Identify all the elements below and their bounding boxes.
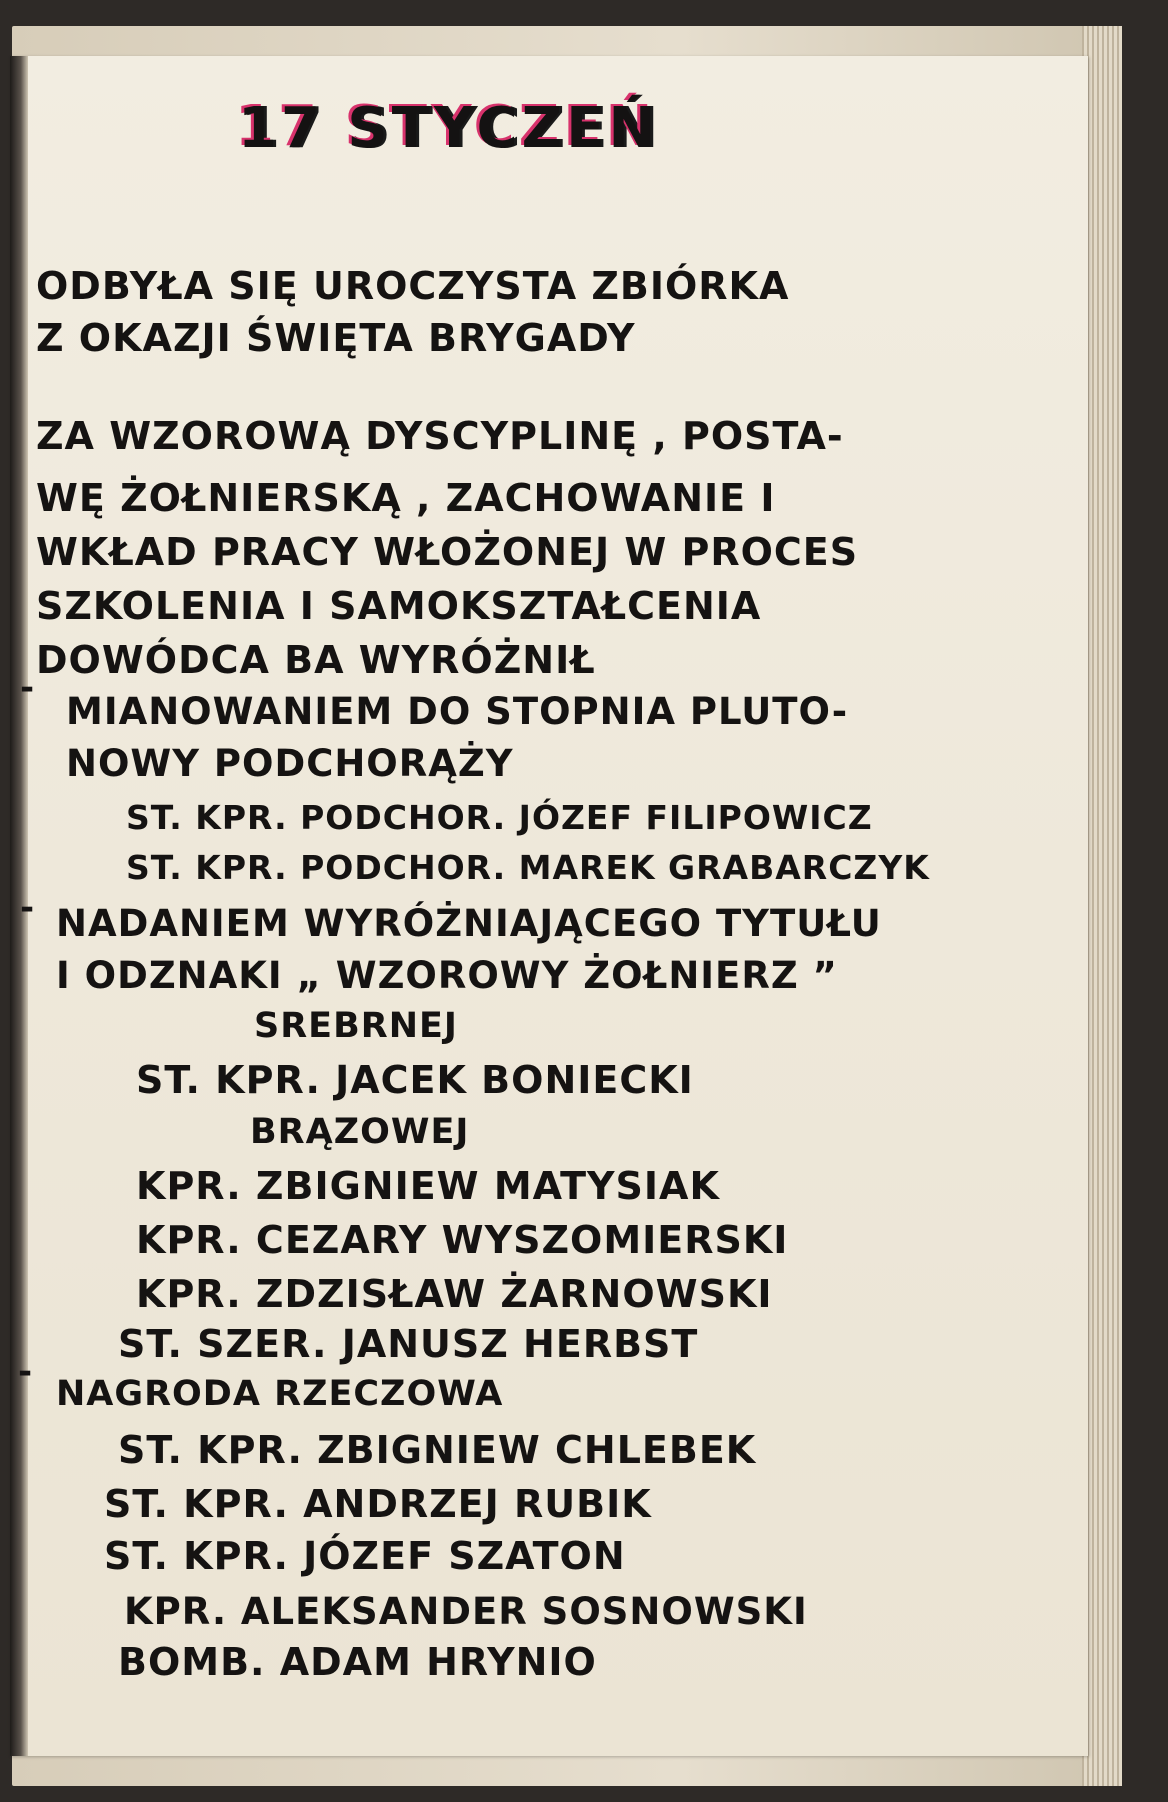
list-dash: -	[20, 888, 35, 928]
text-line: NADANIEM WYRÓŻNIAJĄCEGO TYTUŁU	[56, 902, 882, 945]
text-line: MIANOWANIEM DO STOPNIA PLUTO-	[66, 690, 849, 733]
text-line: ZA WZOROWĄ DYSCYPLINĘ , POSTA-	[36, 414, 844, 458]
text-line: ST. KPR. JACEK BONIECKI	[136, 1058, 694, 1102]
text-line: ST. KPR. PODCHOR. JÓZEF FILIPOWICZ	[126, 798, 873, 837]
text-line: ST. KPR. ZBIGNIEW CHLEBEK	[118, 1428, 757, 1472]
text-line: ST. KPR. JÓZEF SZATON	[104, 1534, 626, 1578]
text-line: BOMB. ADAM HRYNIO	[118, 1640, 597, 1684]
text-line: ST. KPR. PODCHOR. MAREK GRABARCZYK	[126, 848, 930, 887]
text-line: KPR. ZBIGNIEW MATYSIAK	[136, 1164, 720, 1208]
text-line: WĘ ŻOŁNIERSKĄ , ZACHOWANIE I	[36, 476, 776, 520]
text-line: NOWY PODCHORĄŻY	[66, 742, 514, 785]
text-line: ST. KPR. ANDRZEJ RUBIK	[104, 1482, 652, 1526]
text-line: ST. SZER. JANUSZ HERBST	[118, 1322, 699, 1366]
text-line: WKŁAD PRACY WŁOŻONEJ W PROCES	[36, 530, 859, 574]
text-line: I ODZNAKI „ WZOROWY ŻOŁNIERZ ”	[56, 954, 838, 997]
text-line: DOWÓDCA BA WYRÓŻNIŁ	[36, 638, 596, 682]
text-line: SZKOLENIA I SAMOKSZTAŁCENIA	[36, 584, 762, 628]
list-dash: -	[20, 668, 35, 708]
text-line: KPR. ALEKSANDER SOSNOWSKI	[124, 1590, 808, 1633]
text-line: KPR. CEZARY WYSZOMIERSKI	[136, 1218, 789, 1262]
page-title: 17 STYCZEŃ	[238, 96, 660, 161]
text-line: KPR. ZDZISŁAW ŻARNOWSKI	[136, 1272, 773, 1316]
text-line: BRĄZOWEJ	[250, 1112, 470, 1152]
text-line: Z OKAZJI ŚWIĘTA BRYGADY	[36, 316, 636, 360]
text-line: NAGRODA RZECZOWA	[56, 1374, 504, 1414]
text-line: ODBYŁA SIĘ UROCZYSTA ZBIÓRKA	[36, 264, 790, 308]
list-dash: -	[18, 1352, 33, 1392]
page-edges	[1082, 26, 1122, 1786]
text-line: SREBRNEJ	[254, 1006, 458, 1046]
